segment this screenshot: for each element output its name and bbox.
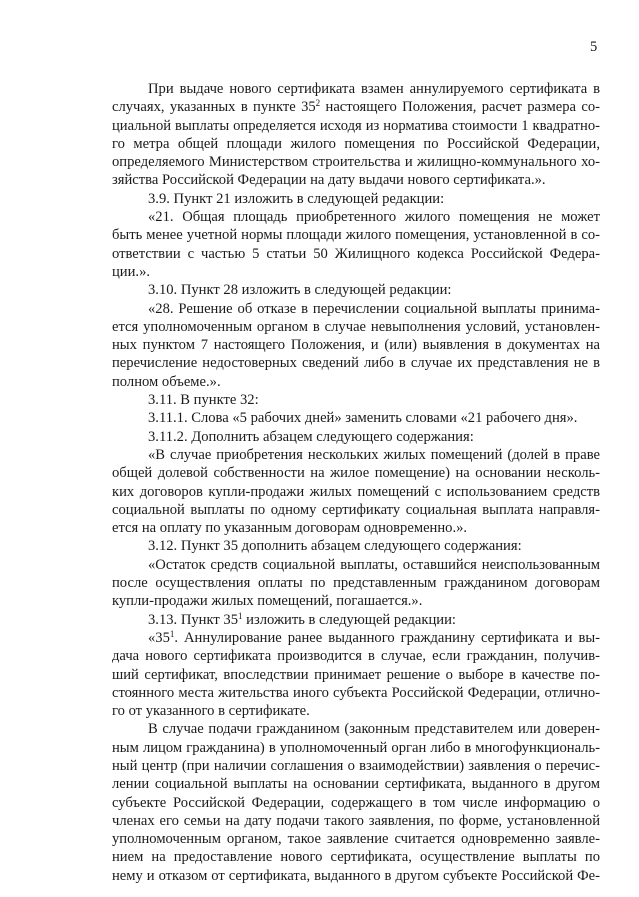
text-line: 3.11. В пункте 32: — [148, 392, 259, 409]
text-line: нему и отказом от сертификата, выданного в другом субъекте Российской Фе- — [112, 867, 600, 884]
text-fragment: . Аннулирование ранее выданного гражданину сертификата и вы- — [174, 629, 600, 646]
text-line: ответствии с частью 5 статьи 50 Жилищного кодекса Российской Федера- — [112, 245, 600, 262]
text-line: полном объеме.». — [112, 373, 221, 390]
text-line — [112, 98, 600, 116]
text-line — [112, 629, 600, 647]
text-line: быть менее учетной нормы площади жилого помещения, установленной в со- — [112, 227, 600, 244]
text-line: субъекте Российской Федерации, содержащего в том числе информацию о — [112, 794, 600, 811]
text-line: ный центр (при наличии соглашения о взаимодействии) заявления о перечис- — [112, 757, 600, 774]
text-line: ции.». — [112, 263, 151, 280]
superscript: 2 — [315, 98, 321, 109]
text-line: ется на оплату по указанным договорам одновременно.». — [112, 520, 468, 537]
text-line: членах его семьи на дату подачи такого заявления, по форме, установленной — [112, 812, 600, 829]
text-line: дача нового сертификата производится в случае, если гражданин, получив- — [112, 648, 600, 665]
text-line: 3.11.1. Слова «5 рабочих дней» заменить словами «21 рабочего дня». — [148, 410, 578, 427]
text-line — [112, 611, 600, 629]
text-line: го от указанного в сертификате. — [112, 703, 310, 720]
text-fragment: «35 — [148, 629, 170, 646]
text-line: ным лицом гражданина) в уполномоченный орган либо в многофункциональ- — [112, 739, 600, 756]
superscript: 1 — [238, 610, 243, 621]
text-line: В случае подачи гражданином (законным представителем или доверен- — [148, 721, 600, 738]
text-fragment: 3.13. Пункт 35 — [148, 611, 238, 628]
text-line: ких договоров купли-продажи жилых помещений с использованием средств — [112, 483, 600, 500]
text-line: общей долевой собственности на жилое помещение) на основании несколь- — [112, 465, 600, 482]
text-line: ший сертификат, впоследствии принимает решение о выборе в качестве по- — [112, 666, 600, 683]
text-line: перечисление недостоверных сведений либо в случае их представления не в — [112, 355, 600, 372]
text-line: циальной выплаты определяется исходя из норматива стоимости 1 квадратно- — [112, 117, 600, 134]
text-line: «21. Общая площадь приобретенного жилого помещения не может — [148, 209, 600, 226]
text-line: стоянного места жительства иного субъекта Российской Федерации, отлично- — [112, 684, 600, 701]
text-line: «Остаток средств социальной выплаты, оставшийся неиспользованным — [148, 556, 600, 573]
text-line: 3.9. Пункт 21 изложить в следующей редакции: — [148, 190, 445, 207]
text-line: нием на предоставление нового сертификата, осуществление выплаты по — [112, 849, 600, 866]
text-line: уполномоченным органом, такое заявление считается одновременно заявле- — [112, 831, 600, 848]
text-line: ных пунктом 7 настоящего Положения, и (или) выявления в документах на — [112, 337, 600, 354]
text-fragment: случаях, указанных в пункте 35 — [112, 99, 316, 116]
text-line: зяйства Российской Федерации на дату выдачи нового сертификата.». — [112, 172, 546, 189]
text-line: го метра общей площади жилого помещения по Российской Федерации, — [112, 135, 600, 152]
text-line: купли-продажи жилых помещений, погашается.». — [112, 593, 423, 610]
document-body — [112, 80, 600, 885]
text-line: ется уполномоченным органом в случае невыполнения условий, установлен- — [112, 318, 600, 335]
text-fragment: настоящего Положения, расчет размера со- — [320, 99, 601, 116]
text-line: 3.11.2. Дополнить абзацем следующего содержания: — [148, 428, 474, 445]
text-line: 3.12. Пункт 35 дополнить абзацем следующего содержания: — [148, 538, 522, 555]
text-line: При выдаче нового сертификата взамен аннулируемого сертификата в — [148, 81, 600, 97]
text-line: 3.10. Пункт 28 изложить в следующей редакции: — [148, 282, 452, 299]
superscript: 1 — [169, 628, 175, 639]
text-line: «28. Решение об отказе в перечислении социальной выплаты принима- — [148, 300, 600, 317]
page-number: 5 — [590, 39, 598, 55]
text-line: «В случае приобретения нескольких жилых помещений (долей в праве — [148, 446, 600, 463]
text-line: после осуществления оплаты по представленным гражданином договорам — [112, 575, 600, 592]
text-fragment: изложить в следующей редакции: — [242, 611, 456, 628]
text-line: социальной выплаты по одному сертификату социальная выплата направля- — [112, 501, 600, 518]
text-line: лении социальной выплаты на основании сертификата, выданного в другом — [112, 776, 600, 793]
text-line: определяемого Министерством строительства и жилищно-коммунального хо- — [112, 154, 600, 171]
